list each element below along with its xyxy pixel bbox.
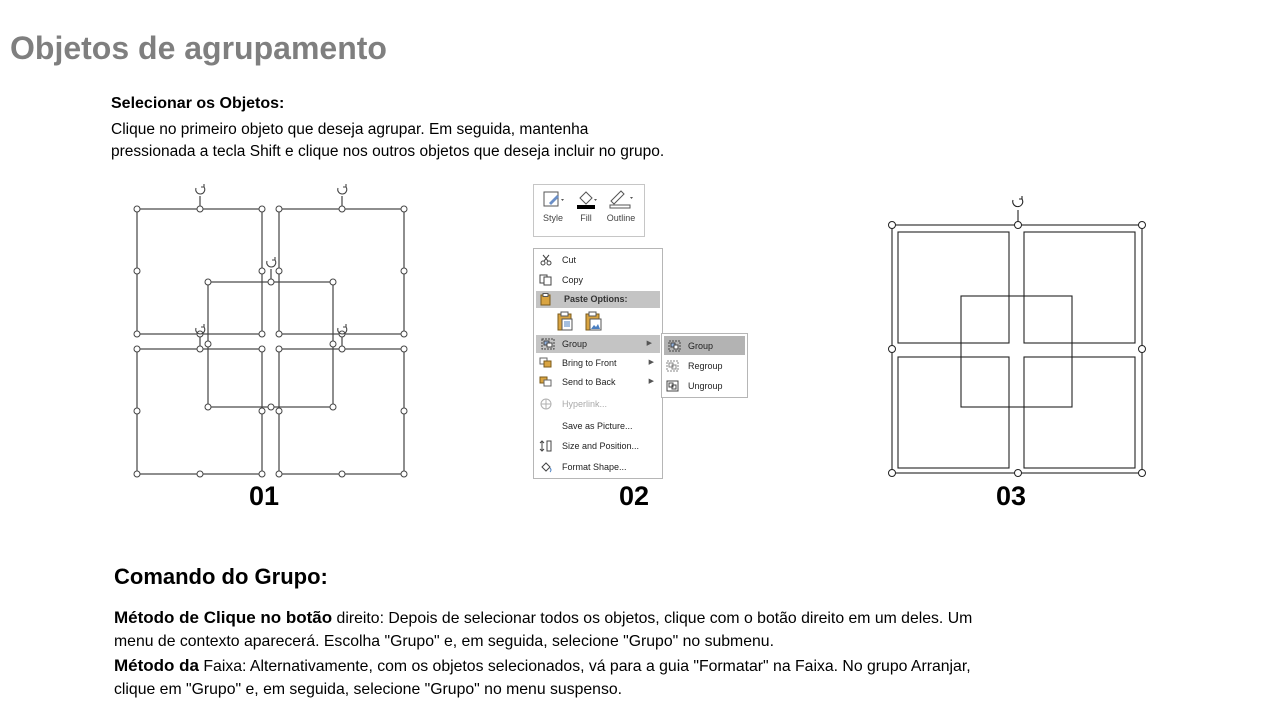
right-click-method-paragraph: [114, 606, 1114, 653]
paste-as-picture-icon: [586, 312, 601, 330]
bring-to-front-icon: [539, 357, 553, 369]
format-shape-icon: [539, 461, 553, 473]
rotate-handle-icons: [196, 184, 347, 334]
fill-bucket-icon: [574, 189, 598, 209]
submenu-arrow-icon: ▶: [648, 378, 654, 385]
method1-label: Método de Clique no botão: [114, 608, 333, 627]
top-left-square: [137, 209, 262, 334]
bottom-right-square: [279, 349, 404, 474]
figure-03-grouped-shape: [882, 188, 1154, 484]
select-objects-heading: Selecionar os Objetos:: [111, 95, 285, 112]
shape-format-mini-ribbon: [533, 184, 645, 237]
group-submenu: [661, 333, 748, 398]
paste-keep-formatting-icon: [558, 312, 572, 330]
context-menu: [533, 248, 663, 479]
method1-text-b: menu de contexto aparecerá. Escolha "Grupo" e, em seguida, selecione "Grupo" no submenu.: [114, 633, 774, 650]
copy-icon: [539, 274, 553, 286]
menu-item-copy[interactable]: Copy: [534, 271, 662, 289]
figure-label-03: 03: [995, 481, 1027, 511]
paste-options-header: Paste Options:: [536, 291, 660, 308]
group-command-heading: Comando do Grupo:: [114, 564, 328, 589]
style-label: Style: [542, 213, 563, 223]
grouped-top-right-square: [1024, 232, 1135, 343]
submenu-arrow-icon: ▶: [646, 340, 652, 347]
regroup-icon: [666, 360, 679, 372]
menu-item-bring-to-front[interactable]: Bring to Front ▶: [534, 354, 662, 372]
figure-01-selected-shapes: [125, 178, 420, 483]
group-icon: [668, 340, 681, 352]
page-title: Objetos de agrupamento: [10, 30, 387, 66]
scissors-icon: [539, 254, 553, 266]
size-position-icon: [539, 440, 553, 452]
method2-text-b: clique em "Grupo" e, em seguida, selecione "Grupo" no menu suspenso.: [114, 681, 623, 698]
center-square: [208, 282, 333, 407]
submenu-arrow-icon: ▶: [648, 359, 654, 366]
intro-line-2: pressionada a tecla Shift e clique nos outros objetos que deseja incluir no grupo.: [111, 143, 665, 160]
submenu-item-regroup[interactable]: Regroup: [662, 356, 747, 375]
style-button[interactable]: [536, 189, 570, 223]
figure-label-02: 02: [618, 481, 650, 511]
figure-label-01: 01: [248, 481, 280, 511]
bottom-left-square: [137, 349, 262, 474]
clipboard-icon: [539, 293, 553, 306]
menu-item-hyperlink: Hyperlink...: [534, 395, 662, 413]
ribbon-method-paragraph: [114, 654, 1114, 701]
submenu-item-group[interactable]: Group: [664, 336, 745, 355]
shape-style-icon: [541, 189, 565, 209]
intro-line-1: Clique no primeiro objeto que deseja agrupar. Em seguida, mantenha: [111, 121, 589, 138]
outline-label: Outline: [606, 213, 636, 223]
outline-pen-icon: [607, 189, 635, 209]
group-icon: [541, 338, 555, 350]
grouped-bottom-right-square: [1024, 357, 1135, 468]
method2-text-a: Faixa: Alternativamente, com os objetos selecionados, vá para a guia "Formatar" na Faixa. No grupo Arranjar,: [203, 658, 971, 675]
menu-item-size-and-position[interactable]: Size and Position...: [534, 437, 662, 455]
method1-text-a: direito: Depois de selecionar todos os objetos, clique com o botão direito em um deles. Um: [336, 610, 973, 627]
menu-item-send-to-back[interactable]: Send to Back ▶: [534, 373, 662, 391]
menu-item-group[interactable]: Group ▶: [536, 335, 660, 353]
grouped-center-square: [961, 296, 1072, 407]
rotate-handle-icon: [1013, 196, 1023, 207]
ungroup-icon: [666, 380, 679, 392]
grouped-top-left-square: [898, 232, 1009, 343]
paste-option-icons[interactable]: [556, 311, 604, 333]
fill-label: Fill: [580, 213, 592, 223]
hyperlink-icon: [539, 398, 553, 410]
outline-button[interactable]: [604, 189, 638, 223]
select-objects-text: [111, 119, 811, 163]
grouped-bottom-left-square: [898, 357, 1009, 468]
menu-item-format-shape[interactable]: Format Shape...: [534, 458, 662, 476]
method2-label: Método da: [114, 656, 199, 675]
top-right-square: [279, 209, 404, 334]
fill-button[interactable]: [569, 189, 603, 223]
menu-item-save-as-picture[interactable]: Save as Picture...: [562, 421, 633, 431]
group-bounding-box: [892, 225, 1142, 473]
menu-item-cut[interactable]: Cut: [534, 251, 662, 269]
submenu-item-ungroup[interactable]: Ungroup: [662, 376, 747, 395]
send-to-back-icon: [539, 376, 553, 388]
